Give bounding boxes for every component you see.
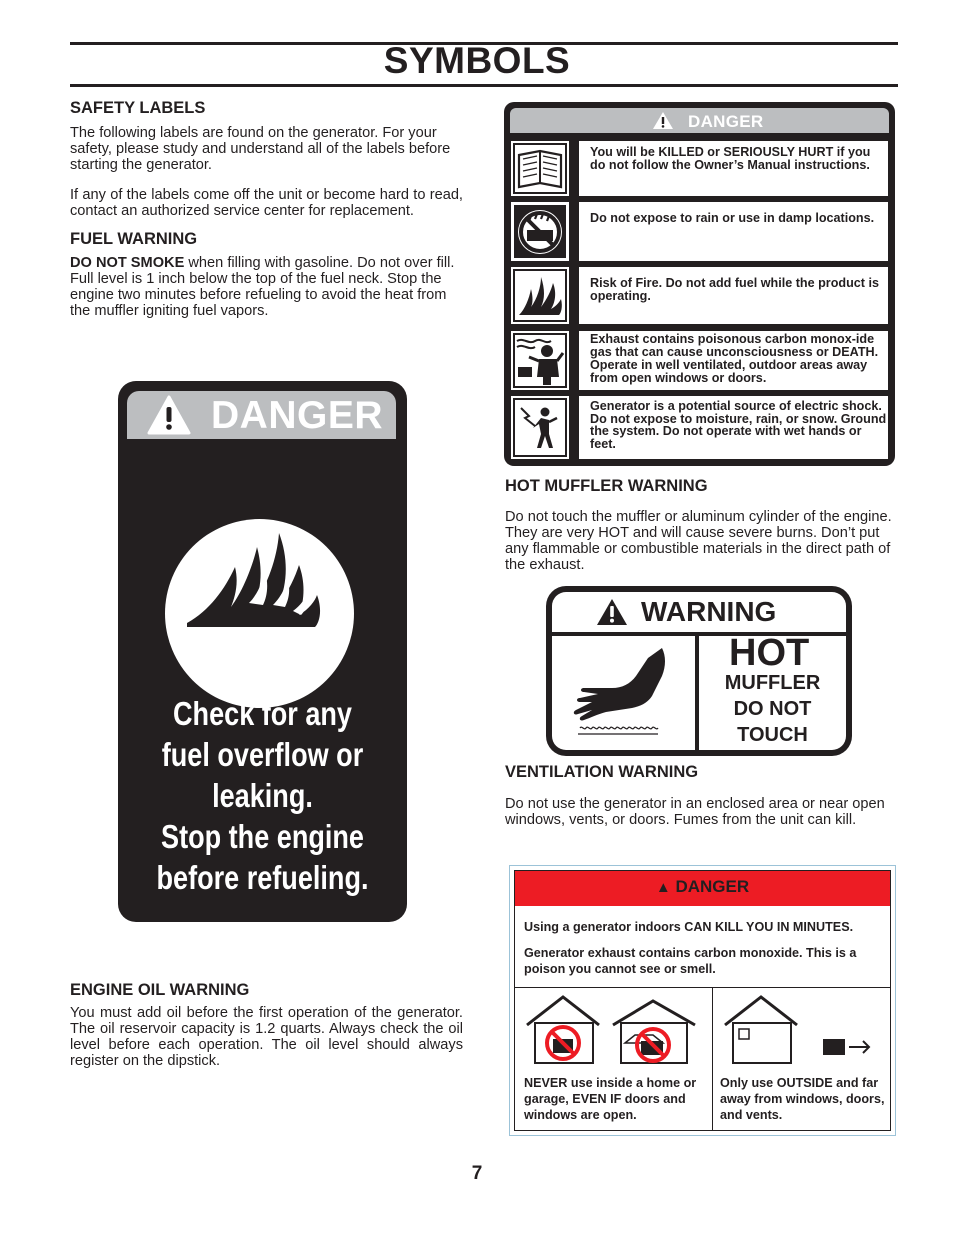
do-not-smoke-text: DO NOT SMOKE <box>70 255 185 271</box>
co-danger-header-text <box>515 877 890 897</box>
alert-triangle-icon <box>147 395 191 435</box>
indoor-generator-prohibited-icon <box>523 991 703 1065</box>
danger-row-text: Exhaust contains poisonous carbon monox-ide gas that can cause unconsciousness or DEATH. Operate in well ventilated, outdoor areas away from open windows or doors. <box>579 331 888 390</box>
danger-row-text: Risk of Fire. Do not add fuel while the product is operating. <box>579 267 888 324</box>
co-danger-line-1: Using a generator indoors CAN KILL YOU IN MINUTES. <box>524 920 854 934</box>
safety-labels-heading: SAFETY LABELS <box>70 99 206 117</box>
danger-row-text: Do not expose to rain or use in damp locations. <box>579 202 888 261</box>
alert-triangle-icon <box>652 111 674 130</box>
hot-subtext <box>699 670 846 748</box>
danger-table-word: DANGER <box>688 112 764 131</box>
fire-icon <box>511 267 569 324</box>
fuel-warning-text: when filling with gasoline. Do not over fill. Full level is 1 inch below the top of the fuel neck. Stop the engine two minutes before refueling to avoid the heat from the muffler igniting fuel vapors. <box>70 255 455 319</box>
fuel-danger-word: DANGER <box>211 394 384 437</box>
hot-text-panel <box>699 632 846 750</box>
never-indoors-caption: NEVER use inside a home or garage, EVEN IF doors and windows are open. <box>524 1076 697 1122</box>
page-number: 7 <box>471 1163 483 1184</box>
outdoor-generator-icon <box>721 991 889 1065</box>
manual-book-icon <box>511 141 569 196</box>
fuel-danger-label <box>118 381 407 922</box>
fuel-danger-line: Check for any <box>173 695 352 732</box>
hot-subtext-line: DO NOT <box>733 698 812 720</box>
ventilation-heading: VENTILATION WARNING <box>505 763 699 781</box>
co-danger-line-2a: Generator exhaust contains carbon monoxide <box>524 946 800 960</box>
card-divider <box>515 987 890 988</box>
co-danger-line-2 <box>524 945 886 977</box>
engine-oil-heading: ENGINE OIL WARNING <box>70 981 250 999</box>
co-danger-line-2b: . This is a poison you cannot see or smell. <box>524 946 857 976</box>
fuel-danger-line: leaking. <box>212 777 313 814</box>
warning-triangle-icon: ▲ <box>655 879 671 896</box>
alert-triangle-icon <box>596 598 628 626</box>
hand-burn-icon <box>552 636 695 750</box>
co-danger-word: DANGER <box>675 877 750 896</box>
danger-table-header <box>510 108 889 133</box>
card-column-divider <box>712 987 713 1130</box>
fuel-danger-line: before refueling. <box>156 859 369 896</box>
hot-muffler-warning-label <box>546 586 852 756</box>
hot-subtext-line: MUFFLER <box>724 672 821 694</box>
fuel-warning-paragraph <box>70 255 462 319</box>
hot-muffler-paragraph: Do not touch the muffler or aluminum cylinder of the engine. They are very HOT and will cause severe burns. Don’t put any flammable or combustible materials in the direct path of the exhaust. <box>505 509 892 573</box>
danger-row-text: Generator is a potential source of electric shock. Do not expose to moisture, rain, or snow. Ground the system. Do not operate with wet hands or feet. <box>579 396 888 459</box>
page-title: SYMBOLS <box>383 40 571 81</box>
carbon-monoxide-danger-card <box>509 865 896 1136</box>
danger-row-text: You will be KILLED or SERIOUSLY HURT if you do not follow the Owner’s Manual instructions. <box>579 141 888 196</box>
hot-subtext-line: TOUCH <box>737 724 808 746</box>
warning-header <box>552 592 846 632</box>
safety-labels-paragraph-2: If any of the labels come off the unit or become hard to read, contact an authorized service center for replacement. <box>70 187 463 219</box>
hot-muffler-heading: HOT MUFFLER WARNING <box>505 477 708 495</box>
fuel-warning-heading: FUEL WARNING <box>70 230 198 248</box>
flame-icon <box>165 519 354 708</box>
fuel-danger-line: Stop the engine <box>161 818 364 855</box>
engine-oil-paragraph: You must add oil before the first operation of the generator. The oil reservoir capacity is 1.2 quarts. Always check the oil level before each operation. The oil level should always register on the dipstick. <box>70 1005 463 1069</box>
hot-word: HOT <box>729 632 810 674</box>
ventilation-paragraph: Do not use the generator in an enclosed area or near open windows, vents, or doors. Fumes from the unit can kill. <box>505 796 885 828</box>
warning-word: WARNING <box>641 596 777 627</box>
exhaust-fumes-icon <box>511 331 569 390</box>
fuel-danger-header <box>127 391 396 439</box>
co-danger-header <box>515 871 890 906</box>
no-rain-icon <box>511 202 569 261</box>
title-rule <box>70 84 898 87</box>
electric-shock-icon <box>511 396 569 459</box>
outside-only-caption: Only use OUTSIDE and far away from windows, doors, and vents. <box>720 1076 885 1122</box>
safety-labels-paragraph-1: The following labels are found on the generator. For your safety, please study and understand all of the labels before starting the generator. <box>70 125 451 173</box>
fuel-danger-line: fuel overflow or <box>161 736 364 773</box>
fuel-danger-message <box>152 693 373 898</box>
